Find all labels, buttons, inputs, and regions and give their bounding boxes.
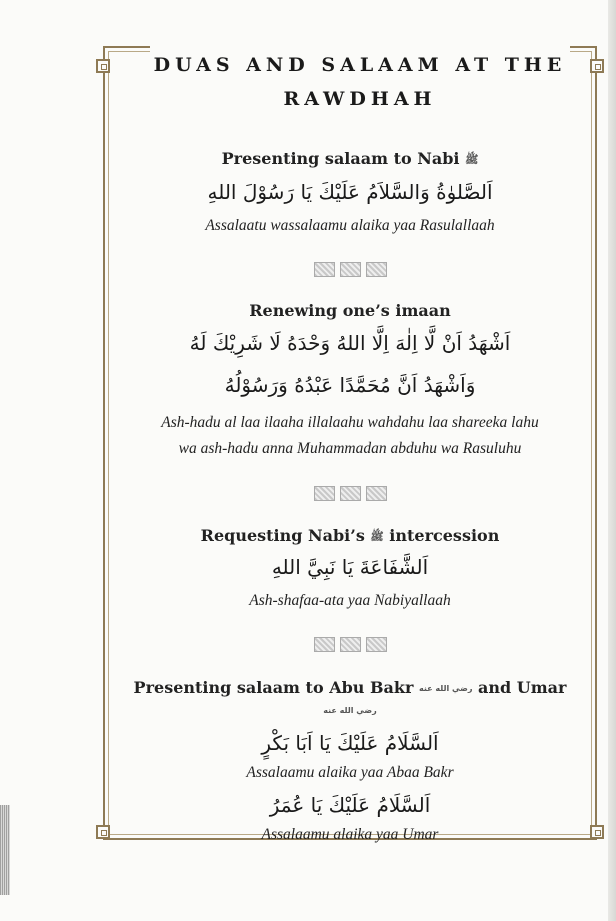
arabic-line: اَلشَّفَاعَةَ يَا نَبِيَّ اللهِ <box>271 554 429 579</box>
frame-corner-bottom-right <box>590 825 604 839</box>
arabic-line: اَلسَّلَامُ عَلَيْكَ يَا عُمَرُ <box>269 793 431 817</box>
arabic-line: اَلسَّلَامُ عَلَيْكَ يَا اَبَا بَكْرٍ <box>261 731 439 755</box>
salutation-mark: ﷺ <box>370 529 384 543</box>
frame-corner-top-right <box>590 59 604 73</box>
arabic-line: اَلصَّلوٰةُ وَالسَّلاَمُ عَلَيْكَ يَا رَسُوْلَ اللهِ <box>207 179 493 204</box>
heading-text: Requesting Nabi’s <box>200 526 365 545</box>
page-title: DUAS AND SALAAM AT THE RAWDHAH <box>153 54 567 110</box>
frame-corner-top-left <box>96 59 110 73</box>
transliteration-line: wa ash-hadu anna Muhammadan abduhu wa Rasuluhu <box>178 440 522 457</box>
divider-tile <box>340 637 361 652</box>
section-renewing-imaan <box>110 300 590 462</box>
divider-tile <box>314 486 335 501</box>
divider-tile <box>366 262 387 277</box>
section-salaam-nabi <box>110 148 590 239</box>
section-heading: Renewing one’s imaan <box>249 301 451 320</box>
ornamental-divider <box>110 637 590 652</box>
divider-tile <box>314 637 335 652</box>
divider-tile <box>340 262 361 277</box>
heading-text: Presenting salaam to Abu Bakr <box>133 678 414 697</box>
section-heading <box>110 677 590 722</box>
transliteration-line: Ash-hadu al laa ilaaha illalaahu wahdahu laa shareeka lahu <box>161 414 539 431</box>
transliteration-line: Assalaamu alaika yaa Umar <box>261 826 439 843</box>
heading-text: and Umar <box>478 678 567 697</box>
divider-tile <box>366 637 387 652</box>
arabic-line: وَاَشْهَدُ اَنَّ مُحَمَّدًا عَبْدُهُ وَرَسُوْلُهُ <box>224 373 476 397</box>
section-heading <box>110 525 590 548</box>
salutation-mark: ﷺ <box>465 152 479 166</box>
salutation-mark: رضي الله عنه <box>323 706 377 715</box>
ornamental-divider <box>110 486 590 501</box>
divider-tile <box>366 486 387 501</box>
transliteration-line: Assalaatu wassalaamu alaika yaa Rasulallaah <box>205 216 495 234</box>
heading-text: intercession <box>389 526 500 545</box>
transliteration-line: Assalaamu alaika yaa Abaa Bakr <box>246 764 454 781</box>
section-intercession <box>110 525 590 614</box>
transliteration-line: Ash-shafaa-ata yaa Nabiyallaah <box>249 591 451 609</box>
page-edge-right <box>608 0 616 921</box>
divider-tile <box>340 486 361 501</box>
divider-tile <box>314 262 335 277</box>
heading-text: Presenting salaam to Nabi <box>221 149 460 168</box>
section-abu-bakr-umar <box>110 677 590 848</box>
section-heading <box>110 148 590 171</box>
arabic-line: اَشْهَدُ اَنْ لَّا اِلٰهَ اِلَّا اللهُ وَحْدَهُ لَا شَرِيْكَ لَهُ <box>189 331 511 355</box>
frame-corner-bottom-left <box>96 825 110 839</box>
ornamental-divider <box>110 262 590 277</box>
page-edge-left <box>0 805 10 895</box>
salutation-mark: رضي الله عنه <box>418 683 473 693</box>
